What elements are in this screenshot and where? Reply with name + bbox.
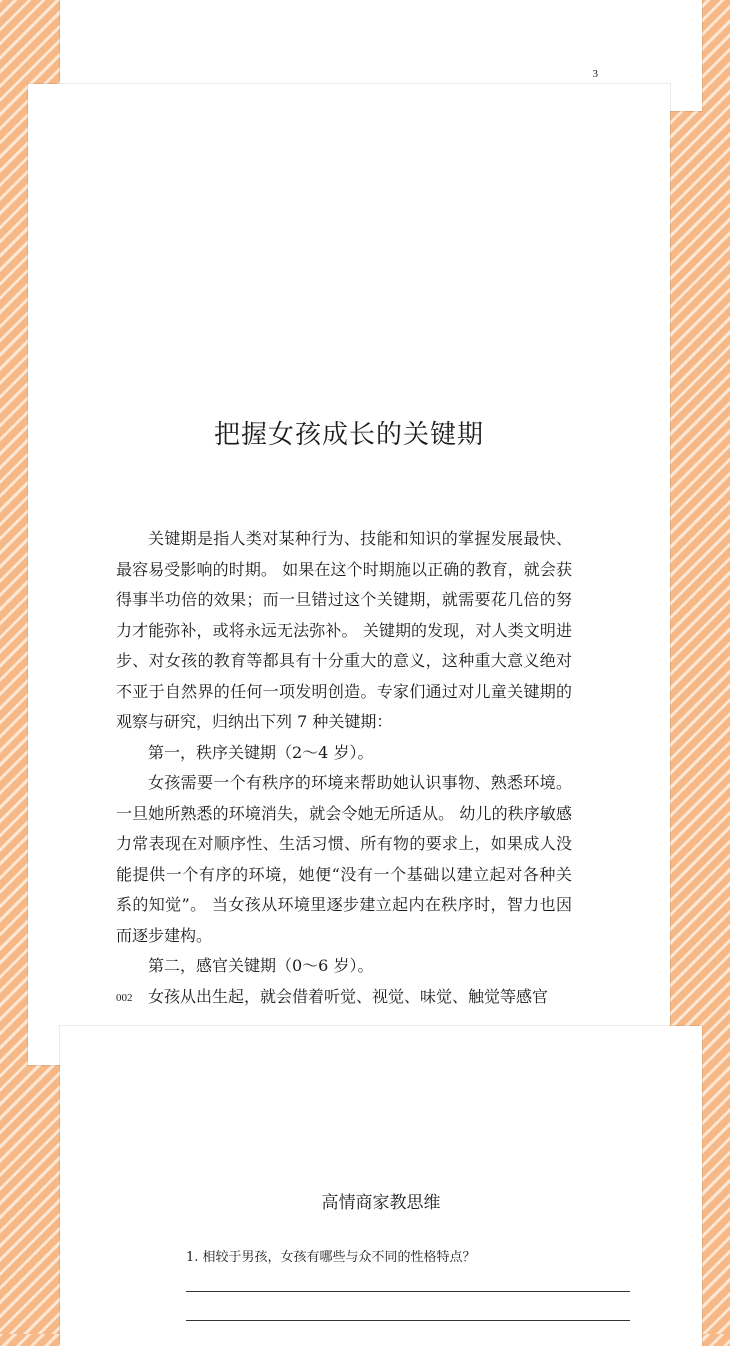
paragraph: 第二，感官关键期（0～6 岁）。 bbox=[148, 956, 374, 975]
paragraph: 第一，秩序关键期（2～4 岁）。 bbox=[148, 742, 374, 762]
next-page bbox=[60, 1026, 702, 1346]
answer-line bbox=[186, 1291, 630, 1292]
page-number: 3 bbox=[592, 68, 598, 80]
book-page bbox=[28, 84, 670, 1065]
paragraph: 女孩需要一个有秩序的环境来帮助她认识事物、熟悉环境。 一旦她所熟悉的环境消失，就会令她无所适从。 幼儿的秩序敏感力常表现在对顺序性、生活习惯、所有物的要求上，如果成人没能提供一个有序的环境，她便“没有一个基础以建立起对各种关系的知觉”。 当女孩从环境里逐步建立起内在秩序时，智力也因而逐步建构。 bbox=[116, 773, 572, 945]
section-title: 高情商家教思维 bbox=[321, 1193, 441, 1213]
paragraph: 女孩从出生起，就会借着听觉、视觉、味觉、触觉等感官 bbox=[148, 986, 549, 1006]
paragraph: 关键期是指人类对某种行为、技能和知识的掌握发展最快、最容易受影响的时期。 如果在这个时期施以正确的教育，就会获得事半功倍的效果；而一旦错过这个关键期，就需要花几倍的努力才能弥补，或将永远无法弥补。 关键期的发现，对人类文明进步、对女孩的教育等都具有十分重大的意义，这种重大意义绝对不亚于自然界的任何一项发明创造。专家们通过对儿童关键期的观察与研究，归纳出下列 7 种关键期： bbox=[116, 529, 572, 731]
body-text bbox=[116, 524, 572, 1012]
page-number: 002 bbox=[116, 992, 133, 1004]
chapter-title: 把握女孩成长的关键期 bbox=[213, 420, 484, 450]
question-item: 1. 相较于男孩，女孩有哪些与众不同的性格特点？ bbox=[186, 1250, 476, 1265]
answer-line bbox=[186, 1320, 630, 1321]
